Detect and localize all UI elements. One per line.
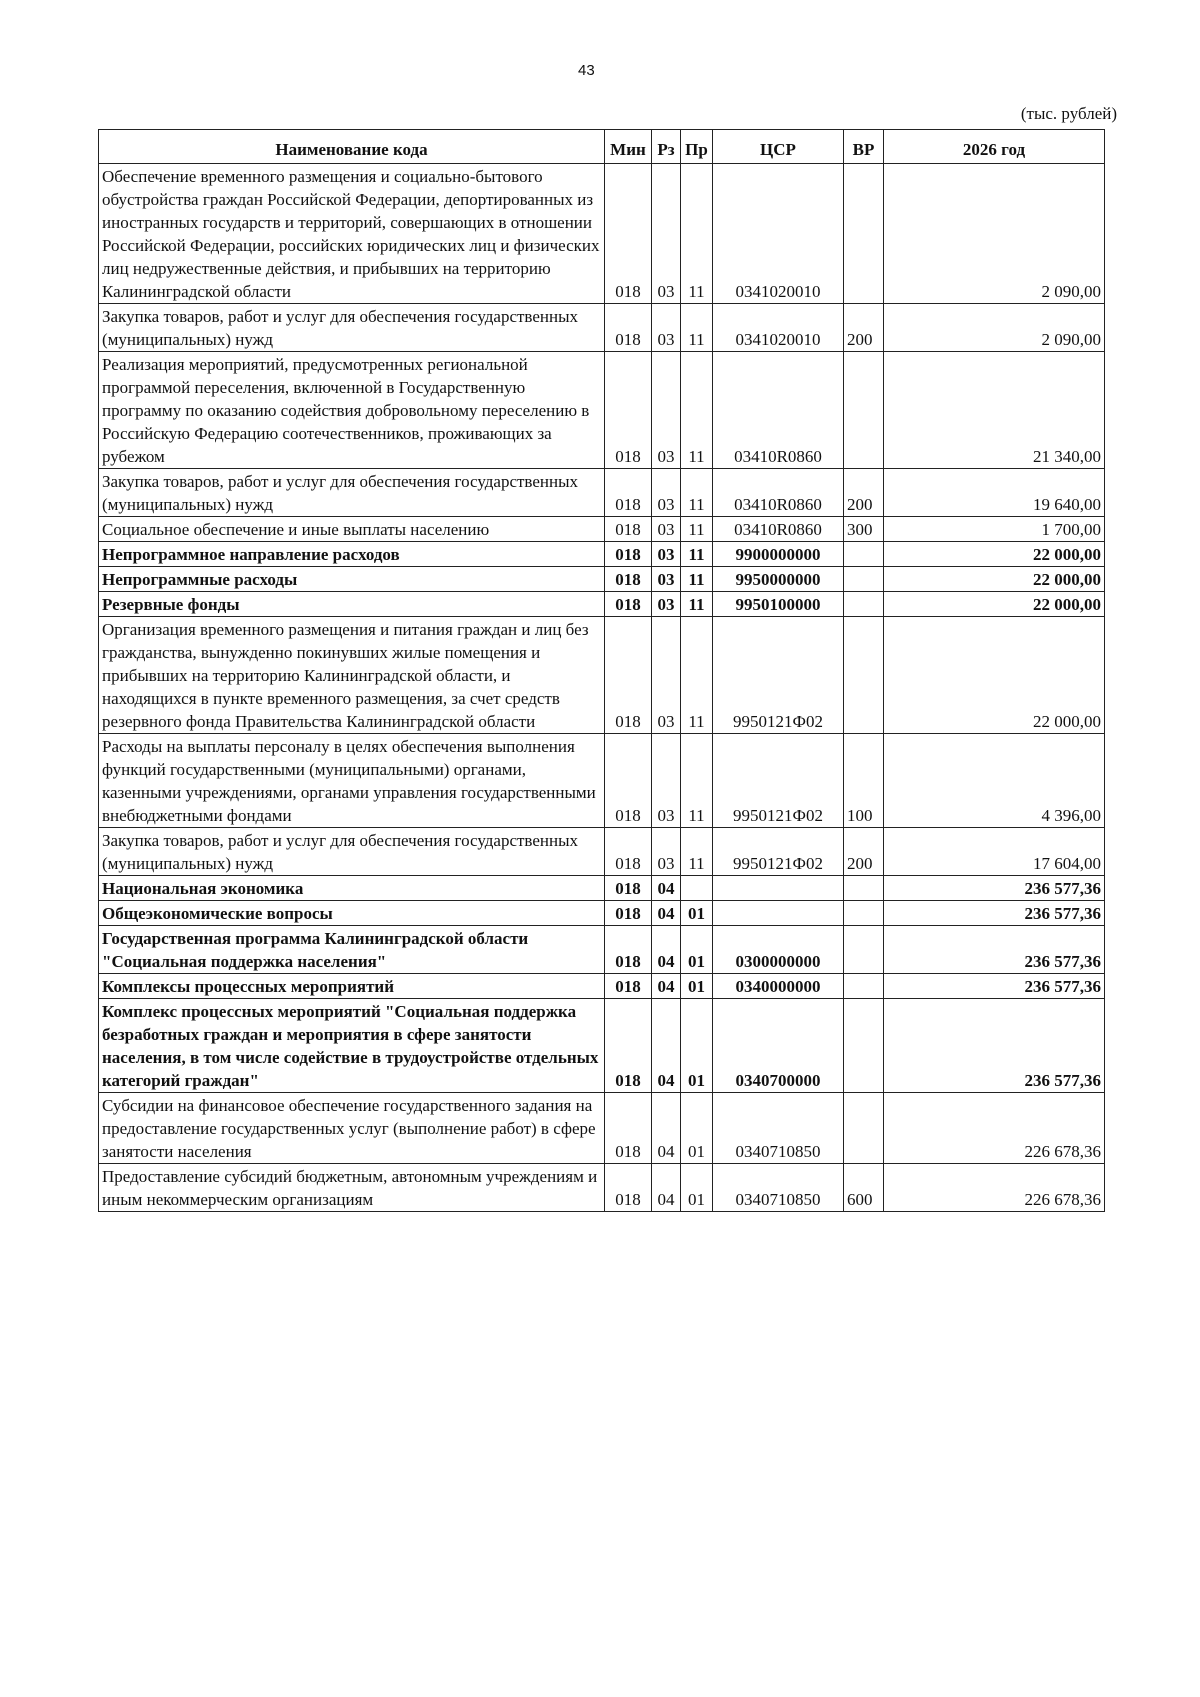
cell-sum: 17 604,00 [884,828,1105,876]
cell-pr: 11 [681,567,713,592]
page-number: 43 [578,62,595,79]
table-row [99,999,1105,1093]
cell-csr: 9950000000 [713,567,844,592]
cell-csr: 0340700000 [713,999,844,1093]
table-row [99,901,1105,926]
cell-name: Комплекс процессных мероприятий "Социальная поддержка безработных граждан и мероприятия в сфере занятости населения, в том числе содействие в трудоустройстве отдельных категорий граждан" [99,999,605,1093]
cell-rz: 04 [652,1093,681,1164]
cell-vr: 600 [844,1164,884,1212]
cell-min: 018 [605,974,652,999]
cell-csr: 9950121Ф02 [713,828,844,876]
cell-rz: 03 [652,828,681,876]
cell-rz: 03 [652,592,681,617]
cell-vr [844,542,884,567]
cell-pr: 11 [681,592,713,617]
cell-sum: 236 577,36 [884,926,1105,974]
cell-rz: 04 [652,926,681,974]
header-rz: Рз [652,130,681,164]
cell-min: 018 [605,1093,652,1164]
cell-pr: 01 [681,926,713,974]
cell-name: Обеспечение временного размещения и социально-бытового обустройства граждан Российской Федерации, депортированных из иностранных государств и территорий, совершающих в отношении Российской Федерации, российских юридических лиц и физических лиц недружественные действия, и прибывших на территорию Калининградской области [99,164,605,304]
cell-vr [844,592,884,617]
cell-vr [844,999,884,1093]
cell-min: 018 [605,567,652,592]
cell-sum: 226 678,36 [884,1164,1105,1212]
cell-rz: 04 [652,901,681,926]
cell-csr: 0341020010 [713,304,844,352]
cell-name: Субсидии на финансовое обеспечение государственного задания на предоставление государственных услуг (выполнение работ) в сфере занятости населения [99,1093,605,1164]
cell-name: Расходы на выплаты персоналу в целях обеспечения выполнения функций государственными (муниципальными) органами, казенными учреждениями, органами управления государственными внебюджетными фондами [99,734,605,828]
cell-name: Предоставление субсидий бюджетным, автономным учреждениям и иным некоммерческим организациям [99,1164,605,1212]
cell-csr: 0300000000 [713,926,844,974]
units-label: (тыс. рублей) [1020,104,1117,123]
cell-min: 018 [605,876,652,901]
header-name: Наименование кода [99,130,605,164]
cell-rz: 03 [652,164,681,304]
cell-vr: 200 [844,828,884,876]
cell-csr [713,876,844,901]
cell-min: 018 [605,304,652,352]
cell-csr: 0341020010 [713,164,844,304]
table-row [99,926,1105,974]
cell-vr: 100 [844,734,884,828]
cell-vr [844,876,884,901]
cell-name: Комплексы процессных мероприятий [99,974,605,999]
table-row [99,1093,1105,1164]
cell-name: Государственная программа Калининградской области "Социальная поддержка населения" [99,926,605,974]
cell-min: 018 [605,828,652,876]
cell-min: 018 [605,469,652,517]
cell-vr [844,617,884,734]
cell-name: Социальное обеспечение и иные выплаты населению [99,517,605,542]
cell-rz: 03 [652,517,681,542]
cell-rz: 03 [652,304,681,352]
cell-min: 018 [605,1164,652,1212]
cell-name: Закупка товаров, работ и услуг для обеспечения государственных (муниципальных) нужд [99,304,605,352]
header-min: Мин [605,130,652,164]
table-row [99,617,1105,734]
header-vr: ВР [844,130,884,164]
cell-sum: 236 577,36 [884,876,1105,901]
cell-rz: 03 [652,469,681,517]
cell-pr: 11 [681,304,713,352]
header-pr: Пр [681,130,713,164]
cell-pr: 01 [681,901,713,926]
cell-vr [844,352,884,469]
cell-csr [713,901,844,926]
cell-sum: 4 396,00 [884,734,1105,828]
cell-pr: 11 [681,352,713,469]
cell-pr: 01 [681,999,713,1093]
table-header-row [99,130,1105,164]
cell-vr [844,974,884,999]
cell-min: 018 [605,926,652,974]
cell-min: 018 [605,352,652,469]
cell-vr [844,567,884,592]
cell-name: Закупка товаров, работ и услуг для обеспечения государственных (муниципальных) нужд [99,469,605,517]
table-row [99,828,1105,876]
cell-vr: 300 [844,517,884,542]
cell-sum: 2 090,00 [884,164,1105,304]
table-row [99,469,1105,517]
cell-sum: 236 577,36 [884,901,1105,926]
cell-min: 018 [605,517,652,542]
cell-vr [844,926,884,974]
cell-csr: 0340710850 [713,1093,844,1164]
cell-pr: 11 [681,469,713,517]
cell-name: Резервные фонды [99,592,605,617]
cell-vr: 200 [844,469,884,517]
cell-min: 018 [605,542,652,567]
cell-pr: 11 [681,617,713,734]
cell-sum: 236 577,36 [884,974,1105,999]
table-row [99,876,1105,901]
cell-sum: 22 000,00 [884,542,1105,567]
table-body [99,164,1105,1212]
table-row [99,352,1105,469]
cell-pr: 01 [681,1164,713,1212]
cell-sum: 22 000,00 [884,617,1105,734]
cell-pr: 11 [681,542,713,567]
header-sum: 2026 год [884,130,1105,164]
cell-sum: 22 000,00 [884,567,1105,592]
cell-rz: 03 [652,734,681,828]
cell-rz: 04 [652,876,681,901]
cell-name: Национальная экономика [99,876,605,901]
cell-sum: 21 340,00 [884,352,1105,469]
cell-min: 018 [605,734,652,828]
cell-csr: 03410R0860 [713,469,844,517]
cell-csr: 9900000000 [713,542,844,567]
table-row [99,164,1105,304]
cell-rz: 04 [652,974,681,999]
budget-table [98,129,1105,1212]
cell-vr: 200 [844,304,884,352]
table-row [99,734,1105,828]
cell-vr [844,164,884,304]
cell-rz: 04 [652,1164,681,1212]
cell-csr: 03410R0860 [713,352,844,469]
cell-rz: 04 [652,999,681,1093]
cell-csr: 9950100000 [713,592,844,617]
cell-name: Организация временного размещения и питания граждан и лиц без гражданства, вынужденно покинувших жилые помещения и прибывших на территорию Калининградской области, и находящихся в пункте временного размещения, за счет средств резервного фонда Правительства Калининградской области [99,617,605,734]
cell-csr: 03410R0860 [713,517,844,542]
cell-sum: 226 678,36 [884,1093,1105,1164]
cell-min: 018 [605,592,652,617]
cell-csr: 0340710850 [713,1164,844,1212]
cell-rz: 03 [652,352,681,469]
table-row [99,517,1105,542]
table-row [99,567,1105,592]
table-row [99,1164,1105,1212]
cell-pr: 11 [681,517,713,542]
cell-min: 018 [605,901,652,926]
cell-pr: 01 [681,974,713,999]
cell-name: Непрограммные расходы [99,567,605,592]
table-row [99,542,1105,567]
table-row [99,974,1105,999]
cell-vr [844,901,884,926]
cell-pr: 01 [681,1093,713,1164]
cell-vr [844,1093,884,1164]
cell-min: 018 [605,999,652,1093]
cell-sum: 236 577,36 [884,999,1105,1093]
cell-pr: 11 [681,164,713,304]
cell-rz: 03 [652,567,681,592]
table-row [99,592,1105,617]
cell-pr [681,876,713,901]
cell-sum: 19 640,00 [884,469,1105,517]
cell-pr: 11 [681,828,713,876]
cell-sum: 22 000,00 [884,592,1105,617]
cell-sum: 2 090,00 [884,304,1105,352]
cell-sum: 1 700,00 [884,517,1105,542]
cell-csr: 9950121Ф02 [713,617,844,734]
cell-csr: 0340000000 [713,974,844,999]
cell-rz: 03 [652,542,681,567]
cell-name: Общеэкономические вопросы [99,901,605,926]
cell-name: Закупка товаров, работ и услуг для обеспечения государственных (муниципальных) нужд [99,828,605,876]
cell-min: 018 [605,617,652,734]
header-csr: ЦСР [713,130,844,164]
cell-rz: 03 [652,617,681,734]
table-row [99,304,1105,352]
cell-name: Реализация мероприятий, предусмотренных региональной программой переселения, включенной в Государственную программу по оказанию содействия добровольному переселению в Российскую Федерацию соотечественников, проживающих за рубежом [99,352,605,469]
cell-min: 018 [605,164,652,304]
cell-csr: 9950121Ф02 [713,734,844,828]
cell-pr: 11 [681,734,713,828]
cell-name: Непрограммное направление расходов [99,542,605,567]
